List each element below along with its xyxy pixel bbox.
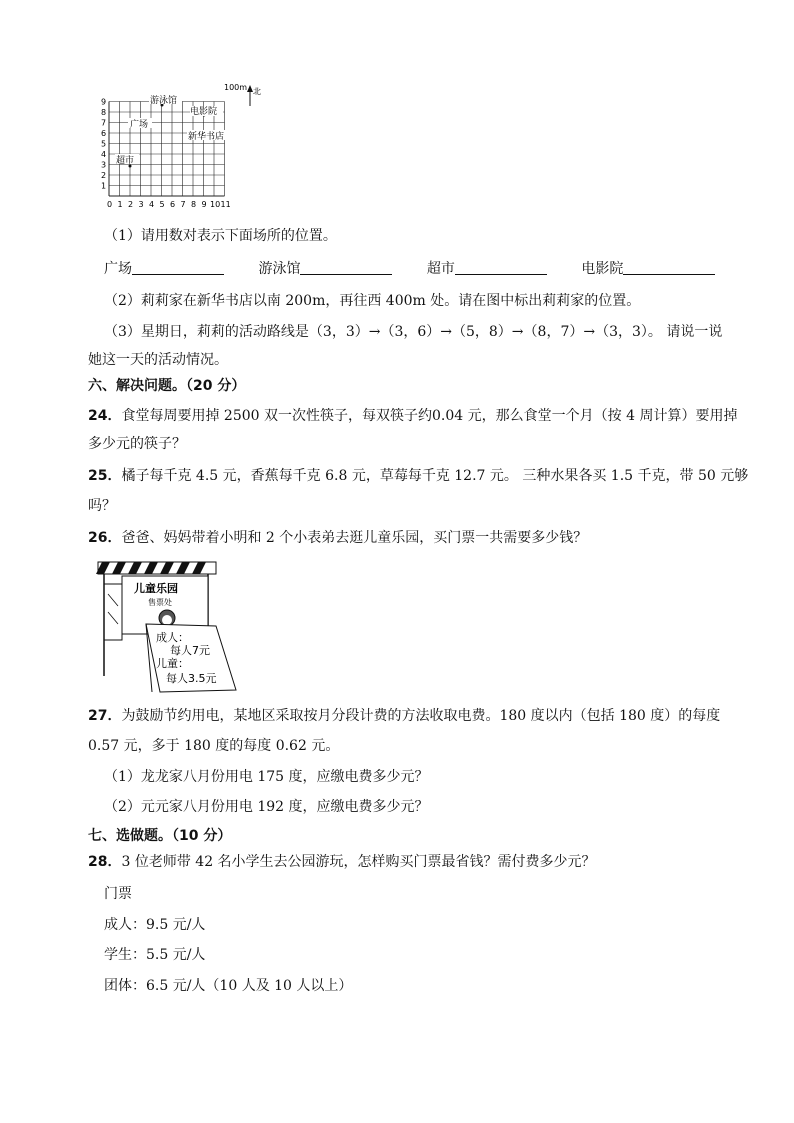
place-label-swimming: 游泳馆 [150,96,178,106]
scale-label: 100m [224,83,248,92]
place-bookstore [187,130,235,142]
x-tick-label: 5 [159,200,165,209]
q25-line1 [88,466,748,486]
y-tick-label: 2 [101,171,107,180]
booth-sign: 儿童乐园 [134,582,178,595]
ticket-student: 学生：5.5 元/人 [104,947,206,963]
q27-text: 为鼓励节约用电，某地区采取按月分段计费的方法收取电费。180 度以内（包括 180 度）的每度 [121,708,721,724]
adult-price-label: 成人： [156,631,189,644]
x-tick-label: 11 [220,200,231,209]
q27-line2: 0.57 元，多于 180 度的每度 0.62 元。 [88,738,340,754]
ticket-group: 团体：6.5 元/人（10 人及 10 人以上） [104,978,353,994]
section7-title: 七、选做题。（10 分） [88,828,232,844]
cashier-avatar [159,610,175,626]
q27-line1 [88,706,720,726]
q23-part2: （2）莉莉家在新华书店以南 200m，再往西 400m 处。请在图中标出莉莉家的位置。 [104,293,641,309]
booth-window-label: 售票处 [148,598,172,607]
x-tick-label: 7 [180,200,186,209]
adult-price-value: 每人7元 [170,644,210,657]
q28-number: 28． [88,854,122,870]
answer-blank-supermarket[interactable] [455,260,547,275]
q26-number: 26． [88,530,122,546]
q28-text: 3 位老师带 42 名小学生去公园游玩，怎样购买门票最省钱？需付费多少元？ [121,854,596,870]
y-tick-label: 5 [101,139,107,149]
blank-label-swimming: 游泳馆 [258,261,301,277]
x-tick-label: 6 [170,200,176,209]
y-tick-label: 9 [101,97,107,107]
place-swimming [149,94,182,107]
x-tick-label: 3 [138,200,144,209]
y-tick-label: 4 [101,150,107,159]
ticket-title: 门票 [104,886,132,902]
q24-number: 24． [88,408,122,424]
x-tick-label: 4 [149,200,155,209]
x-tick-label: 2 [128,200,134,209]
q24-line1 [88,406,737,426]
q24-text: 食堂每周要用掉 2500 双一次性筷子，每双筷子约0.04 元，那么食堂一个月（按 4 周计算）要用掉 [121,408,738,424]
answer-blank-cinema[interactable] [623,260,715,275]
q23-part3-line1: （3）星期日，莉莉的活动路线是（3，3）→（3，6）→（5，8）→（8，7）→（3，3）。 请说一说 [104,324,723,340]
q24-line2: 多少元的筷子？ [88,436,186,452]
blank-label-cinema: 电影院 [581,261,624,277]
child-price-value: 每人3.5元 [166,672,217,685]
q26-line1 [88,528,587,548]
q23-blanks-row [104,259,745,279]
place-square [128,118,152,130]
y-tick-label: 3 [101,160,107,170]
q23-part1: （1）请用数对表示下面场所的位置。 [104,228,337,244]
y-tick-label: 8 [101,108,107,117]
q25-text: 橘子每千克 4.5 元，香蕉每千克 6.8 元，草莓每千克 12.7 元。 三种水果各买 1.5 千克，带 50 元够 [121,468,749,484]
y-tick-label: 6 [101,129,107,138]
q27-part1: （1）龙龙家八月份用电 175 度，应缴电费多少元？ [104,769,429,785]
q25-number: 25． [88,468,122,484]
place-label-square: 广场 [130,120,149,130]
ticket-booth-illustration [90,560,250,696]
q27-part2: （2）元元家八月份用电 192 度，应缴电费多少元？ [104,799,429,815]
answer-blank-square[interactable] [132,260,224,275]
booth-window [104,584,122,640]
place-label-supermarket: 超市 [116,156,135,166]
y-tick-label: 7 [101,118,107,128]
answer-blank-swimming[interactable] [300,260,392,275]
q25-line2: 吗？ [88,498,116,514]
place-supermarket [115,154,139,168]
q23-part3-line2: 她这一天的活动情况。 [88,352,228,368]
coordinate-grid-map [90,80,260,220]
place-label-cinema: 电影院 [190,107,218,117]
north-label: 北 [253,87,261,96]
x-tick-label: 1 [117,200,123,209]
blank-label-square: 广场 [104,261,132,277]
x-tick-label: 8 [191,200,197,209]
place-label-bookstore: 新华书店 [188,132,225,142]
x-tick-label: 9 [201,200,207,209]
awning-stripes [96,562,216,574]
x-tick-label: 0 [107,200,113,209]
q26-text: 爸爸、妈妈带着小明和 2 个小表弟去逛儿童乐园，买门票一共需要多少钱？ [121,530,588,546]
q28-line1 [88,852,596,872]
q27-number: 27． [88,708,122,724]
section6-title: 六、解决问题。（20 分） [88,378,246,394]
place-cinema [190,105,223,117]
x-tick-label: 10 [210,200,221,209]
child-price-label: 儿童： [156,657,189,670]
y-tick-label: 1 [101,181,107,191]
blank-label-supermarket: 超市 [426,261,455,277]
ticket-adult: 成人：9.5 元/人 [104,917,206,933]
